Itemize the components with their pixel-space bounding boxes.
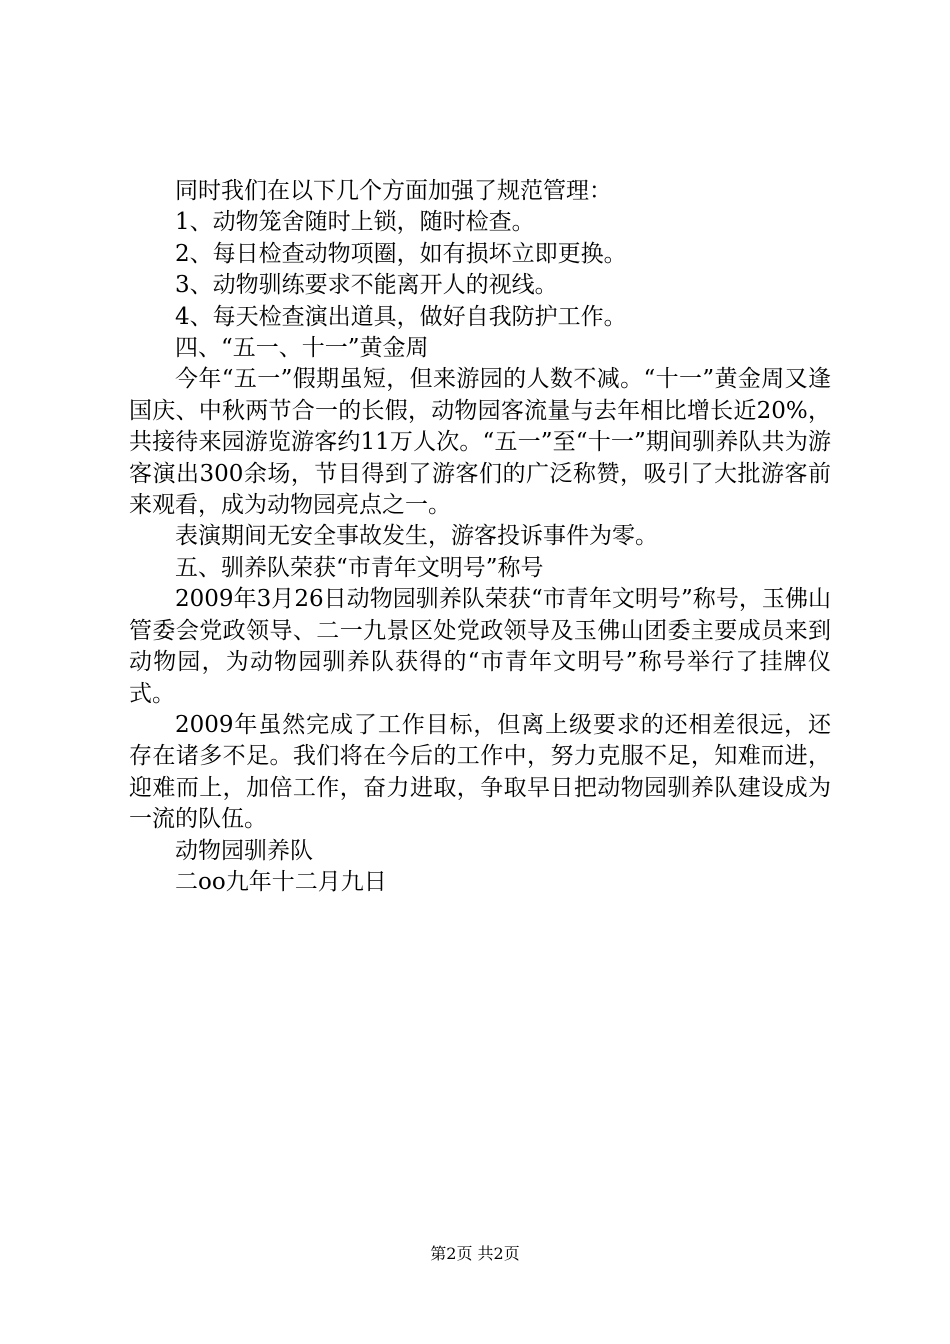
paragraph-item-4: 4、每天检查演出道具，做好自我防护工作。 — [175, 303, 627, 330]
paragraph-management-intro: 同时我们在以下几个方面加强了规范管理： — [175, 178, 612, 204]
signature-organization: 动物园驯养队 — [175, 837, 313, 864]
paragraph-golden-week: 今年“五一”假期虽短，但来游园的人数不减。“十一”黄金周又逢国庆、中秋两节合一的长假，动物园客流量与去年相比增长近20%，共接待来园游览游客约11万人次。“五一”至“十一”期间驯养队共为游客演出300余场，节目得到了游客们的广泛称赞，吸引了大批游客前来观看，成为动物园亮点之一。 — [129, 366, 831, 519]
paragraph-item-2: 2、每日检查动物项圈，如有损坏立即更换。 — [175, 240, 627, 267]
paragraph-item-3: 3、动物驯练要求不能离开人的视线。 — [175, 272, 558, 299]
page-number: 第2页 共2页 — [430, 1244, 520, 1263]
signature-date: 二oo九年十二月九日 — [175, 868, 387, 895]
paragraph-item-1: 1、动物笼舍随时上锁，随时检查。 — [175, 209, 535, 236]
paragraph-award: 2009年3月26日动物园驯养队荣获“市青年文明号”称号，玉佛山管委会党政领导、二一九景区处党政领导及玉佛山团委主要成员来到动物园，为动物园驯养队获得的“市青年文明号”称号举行了挂牌仪式。 — [129, 586, 831, 707]
section-heading-award: 五、驯养队荣获“市青年文明号”称号 — [175, 554, 544, 581]
document-body — [129, 176, 831, 898]
paragraph-summary: 2009年虽然完成了工作目标，但离上级要求的还相差很远，还存在诸多不足。我们将在今后的工作中，努力克服不足，知难而进，迎难而上，加倍工作，奋力进取，争取早日把动物园驯养队建设成为一流的队伍。 — [129, 711, 831, 833]
paragraph-safety: 表演期间无安全事故发生，游客投诉事件为零。 — [175, 523, 658, 550]
section-heading-golden-week: 四、“五一、十一”黄金周 — [175, 335, 429, 362]
